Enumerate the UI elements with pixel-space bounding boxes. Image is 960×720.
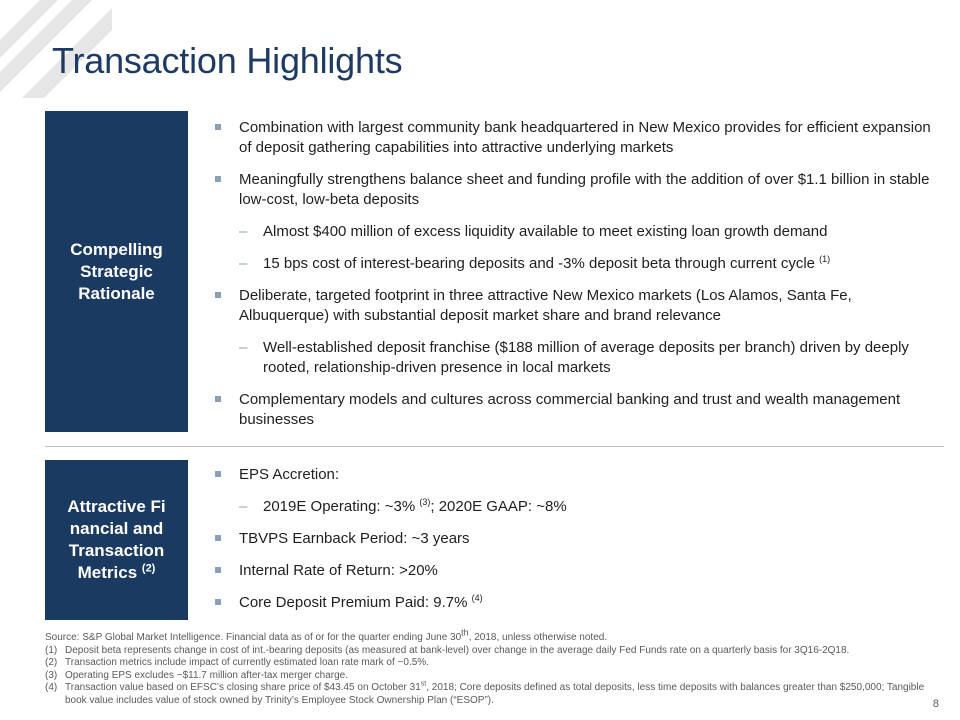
square-bullet-icon [215,567,221,573]
footnote-ref: (3) [419,497,431,507]
section-label-main: Attractive Financial and Transaction Metrics [67,497,166,582]
footnote-ref: (4) [471,593,483,603]
footnote-number: (1) [45,644,58,656]
sub-bullet-text: Well-established deposit franchise ($188 million of average deposits per branch) driven by deeply rooted, relationship-driven presence in local markets [263,339,909,376]
sub-bullet-text-b: ; 2020E GAAP: ~8% [430,498,567,515]
footnotes [45,627,925,707]
sub-bullet-text: 15 bps cost of interest-bearing deposits and -3% deposit beta through current cycle [263,255,815,272]
dash-bullet-icon: – [239,339,248,356]
footnote-number: (3) [45,669,58,681]
bullet-text: EPS Accretion: [239,466,340,483]
footnote-text: Transaction metrics include impact of currently estimated loan rate mark of ~0.5%. [65,657,429,668]
ordinal-suffix: st [420,680,427,688]
footnote-4 [45,682,925,707]
strategic-rationale-bullets [215,118,933,442]
square-bullet-icon [215,599,221,605]
page-title: Transaction Highlights [52,40,403,81]
list-item [215,170,933,210]
bullet-text: Internal Rate of Return: >20% [239,562,438,579]
dash-bullet-icon: – [239,223,248,240]
page-number: 8 [932,698,939,710]
list-item [215,286,933,326]
ordinal-suffix: th [461,627,469,638]
footnote-ref: (2) [141,562,156,575]
square-bullet-icon [215,535,221,541]
bullet-text: Meaningfully strengthens balance sheet and funding profile with the addition of over $1.1 billion in stable low-cost, low-beta deposits [239,171,930,208]
footnote-1 [45,645,925,658]
sub-list-item [215,497,933,517]
list-item [215,390,933,430]
footnote-ref: (1) [819,254,831,264]
sub-list-item [215,254,933,274]
square-bullet-icon [215,124,221,130]
footnote-number: (4) [45,682,58,693]
financial-metrics-bullets [215,465,933,625]
list-item [215,465,933,485]
footnote-text-a: Transaction value based on EFSC’s closing share price of $43.45 on October 31 [65,682,421,693]
source-text-a: Source: S&P Global Market Intelligence. Financial data as of or for the quarter ending June 30 [45,632,462,643]
bullet-text: Complementary models and cultures across commercial banking and trust and wealth management businesses [239,391,901,428]
sub-bullet-text-a: 2019E Operating: ~3% [263,498,416,515]
footnote-text: Operating EPS excludes ~$11.7 million after-tax merger charge. [65,669,349,681]
list-item [215,529,933,549]
bullet-text: Combination with largest community bank headquartered in New Mexico provides for efficient expansion of deposit gathering capabilities into attractive underlying markets [239,119,931,156]
section-label-financial-metrics [45,460,188,620]
bullet-text: Deliberate, targeted footprint in three attractive New Mexico markets (Los Alamos, Santa Fe, Albuquerque) with substantial deposit market share and brand relevance [239,287,852,324]
square-bullet-icon [215,292,221,298]
list-item [215,561,933,581]
bullet-text: Core Deposit Premium Paid: 9.7% [239,594,468,611]
source-note [45,627,925,645]
section-label-text [67,496,167,584]
square-bullet-icon [215,396,221,402]
list-item [215,118,933,158]
footnote-text-b: , 2018; Core deposits defined as total deposits, less time deposits with balances greater than $250,000; Tangible book value includes value of stock owned by Trinity’s Employee Stock Ownership Plan (“ESOP”). [65,682,925,706]
square-bullet-icon [215,176,221,182]
square-bullet-icon [215,471,221,477]
footnote-number: (2) [45,657,58,668]
section-label-strategic-rationale [45,111,188,432]
footnote-text: Deposit beta represents change in cost of int.-bearing deposits (as measured at bank-level) over change in the average daily Fed Funds rate on a quarterly basis for 3Q16-2Q18. [65,644,850,656]
section-label-text: Compelling Strategic Rationale [70,239,163,303]
sub-list-item [215,222,933,242]
sub-bullet-text: Almost $400 million of excess liquidity available to meet existing loan growth demand [263,223,828,240]
footnote-3 [45,670,925,683]
dash-bullet-icon: – [239,255,248,272]
sub-list-item [215,338,933,378]
bullet-text: TBVPS Earnback Period: ~3 years [239,530,470,547]
section-divider [45,446,944,447]
source-text-b: , 2018, unless otherwise noted. [468,632,608,643]
dash-bullet-icon: – [239,498,248,515]
footnote-2 [45,657,925,670]
list-item [215,593,933,613]
